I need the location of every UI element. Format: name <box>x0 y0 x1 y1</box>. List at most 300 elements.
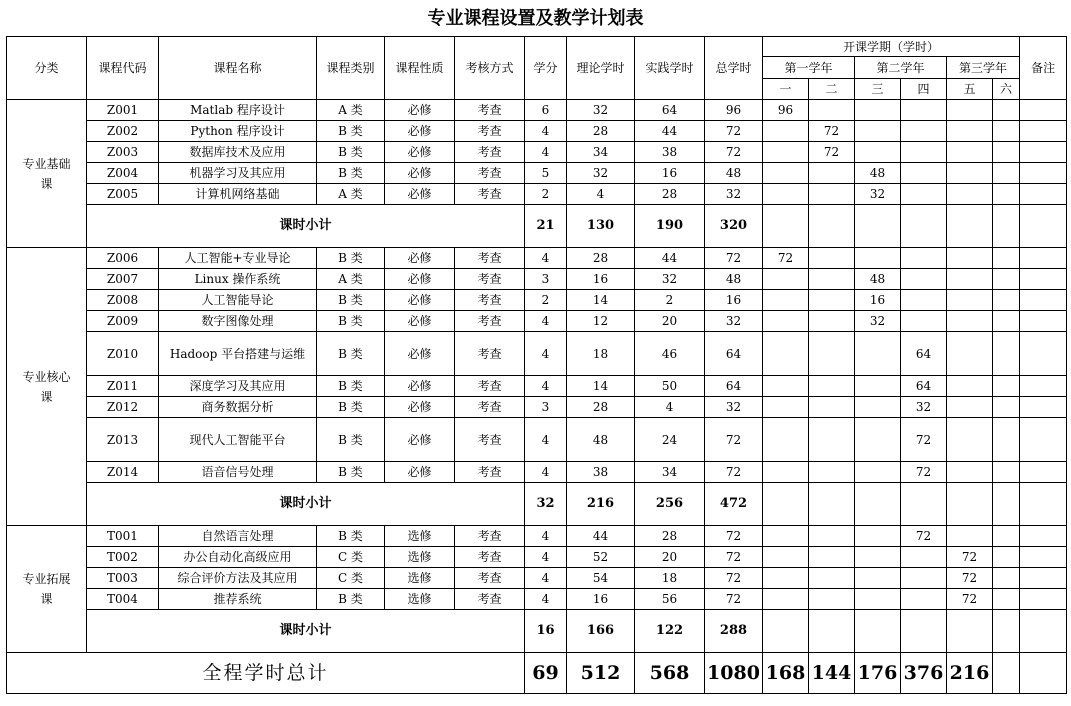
subtotal-row <box>7 205 1067 248</box>
cell-sem-4 <box>901 248 947 269</box>
header-sem-3: 三 <box>855 79 901 100</box>
header-sem-2: 二 <box>809 79 855 100</box>
cell-sem-5 <box>947 526 993 547</box>
cell-sem-4: 64 <box>901 376 947 397</box>
cell-sem-4 <box>901 163 947 184</box>
cell-sem-2 <box>809 290 855 311</box>
cell-theory: 28 <box>567 397 635 418</box>
subtotal-empty <box>947 483 993 526</box>
grand-total-remark <box>1020 653 1067 694</box>
cell-sem-3 <box>855 462 901 483</box>
subtotal-credit: 21 <box>525 205 567 248</box>
cell-sem-6 <box>993 376 1020 397</box>
cell-code: Z001 <box>87 100 159 121</box>
subtotal-label: 课时小计 <box>87 610 525 653</box>
cell-sem-5 <box>947 418 993 462</box>
cell-code: Z010 <box>87 332 159 376</box>
header-year2: 第二学年 <box>855 57 947 79</box>
table-row <box>7 269 1067 290</box>
cell-nature: 必修 <box>385 290 455 311</box>
cell-credit: 3 <box>525 269 567 290</box>
header-category: 分类 <box>7 37 87 100</box>
subtotal-credit: 32 <box>525 483 567 526</box>
cell-credit: 4 <box>525 568 567 589</box>
cell-sem-6 <box>993 311 1020 332</box>
header-remark: 备注 <box>1020 37 1067 100</box>
cell-practice: 24 <box>635 418 705 462</box>
cell-credit: 4 <box>525 376 567 397</box>
table-row <box>7 121 1067 142</box>
cell-practice: 44 <box>635 121 705 142</box>
cell-name: 商务数据分析 <box>159 397 317 418</box>
header-year1: 第一学年 <box>763 57 855 79</box>
grand-total-theory: 512 <box>567 653 635 694</box>
cell-sem-5 <box>947 269 993 290</box>
cell-name: Linux 操作系统 <box>159 269 317 290</box>
cell-total: 72 <box>705 418 763 462</box>
cell-sem-3: 16 <box>855 290 901 311</box>
cell-sem-2: 72 <box>809 121 855 142</box>
cell-sem-4 <box>901 290 947 311</box>
cell-sem-6 <box>993 142 1020 163</box>
cell-nature: 必修 <box>385 418 455 462</box>
cell-sem-1 <box>763 526 809 547</box>
subtotal-empty <box>901 483 947 526</box>
table-row <box>7 100 1067 121</box>
cell-remark <box>1020 163 1067 184</box>
subtotal-empty <box>1020 205 1067 248</box>
cell-theory: 54 <box>567 568 635 589</box>
cell-theory: 32 <box>567 163 635 184</box>
cell-type: B 类 <box>317 462 385 483</box>
subtotal-empty <box>901 205 947 248</box>
cell-sem-1 <box>763 589 809 610</box>
cell-sem-4 <box>901 568 947 589</box>
cell-credit: 6 <box>525 100 567 121</box>
cell-practice: 46 <box>635 332 705 376</box>
header-sem-1: 一 <box>763 79 809 100</box>
header-theory: 理论学时 <box>567 37 635 100</box>
curriculum-table <box>6 36 1067 694</box>
grand-total-sem-3: 176 <box>855 653 901 694</box>
cell-practice: 4 <box>635 397 705 418</box>
header-total: 总学时 <box>705 37 763 100</box>
cell-practice: 64 <box>635 100 705 121</box>
subtotal-practice: 190 <box>635 205 705 248</box>
grand-total-total: 1080 <box>705 653 763 694</box>
cell-assess: 考查 <box>455 376 525 397</box>
cell-code: Z007 <box>87 269 159 290</box>
cell-total: 72 <box>705 248 763 269</box>
cell-nature: 选修 <box>385 526 455 547</box>
subtotal-empty <box>809 610 855 653</box>
cell-sem-1 <box>763 311 809 332</box>
cell-sem-5 <box>947 462 993 483</box>
cell-sem-3: 48 <box>855 163 901 184</box>
subtotal-empty <box>855 483 901 526</box>
cell-code: Z002 <box>87 121 159 142</box>
cell-sem-2 <box>809 332 855 376</box>
cell-assess: 考查 <box>455 547 525 568</box>
cell-credit: 4 <box>525 311 567 332</box>
cell-sem-4: 64 <box>901 332 947 376</box>
cell-remark <box>1020 418 1067 462</box>
cell-sem-4: 72 <box>901 526 947 547</box>
header-sem-4: 四 <box>901 79 947 100</box>
cell-sem-3: 32 <box>855 311 901 332</box>
grand-total-row <box>7 653 1067 694</box>
header-code: 课程代码 <box>87 37 159 100</box>
table-row <box>7 418 1067 462</box>
cell-sem-3 <box>855 547 901 568</box>
cell-sem-5 <box>947 163 993 184</box>
cell-remark <box>1020 269 1067 290</box>
cell-type: A 类 <box>317 100 385 121</box>
header-credit: 学分 <box>525 37 567 100</box>
cell-remark <box>1020 526 1067 547</box>
header-name: 课程名称 <box>159 37 317 100</box>
subtotal-label: 课时小计 <box>87 483 525 526</box>
cell-type: B 类 <box>317 376 385 397</box>
cell-theory: 38 <box>567 462 635 483</box>
cell-theory: 28 <box>567 248 635 269</box>
subtotal-empty <box>763 483 809 526</box>
cell-sem-1 <box>763 184 809 205</box>
cell-theory: 28 <box>567 121 635 142</box>
header-sem-6: 六 <box>993 79 1020 100</box>
cell-type: B 类 <box>317 163 385 184</box>
cell-code: Z009 <box>87 311 159 332</box>
cell-practice: 20 <box>635 311 705 332</box>
cell-code: T001 <box>87 526 159 547</box>
grand-total-sem-5: 216 <box>947 653 993 694</box>
grand-total-practice: 568 <box>635 653 705 694</box>
cell-sem-1 <box>763 568 809 589</box>
table-row <box>7 568 1067 589</box>
page-title: 专业课程设置及教学计划表 <box>427 8 644 29</box>
cell-sem-6 <box>993 397 1020 418</box>
cell-sem-5 <box>947 248 993 269</box>
cell-type: B 类 <box>317 248 385 269</box>
cell-sem-2 <box>809 589 855 610</box>
cell-sem-2 <box>809 163 855 184</box>
header-practice: 实践学时 <box>635 37 705 100</box>
cell-code: T004 <box>87 589 159 610</box>
cell-total: 72 <box>705 462 763 483</box>
cell-sem-2 <box>809 269 855 290</box>
cell-assess: 考查 <box>455 248 525 269</box>
cell-name: 自然语言处理 <box>159 526 317 547</box>
cell-code: Z006 <box>87 248 159 269</box>
subtotal-credit: 16 <box>525 610 567 653</box>
cell-type: B 类 <box>317 526 385 547</box>
subtotal-empty <box>1020 610 1067 653</box>
cell-name: Python 程序设计 <box>159 121 317 142</box>
cell-credit: 4 <box>525 121 567 142</box>
cell-credit: 5 <box>525 163 567 184</box>
cell-remark <box>1020 100 1067 121</box>
cell-practice: 20 <box>635 547 705 568</box>
grand-total-label: 全程学时总计 <box>7 653 525 694</box>
cell-total: 48 <box>705 269 763 290</box>
cell-sem-5 <box>947 397 993 418</box>
subtotal-empty <box>947 610 993 653</box>
cell-total: 48 <box>705 163 763 184</box>
cell-sem-1 <box>763 462 809 483</box>
cell-sem-4 <box>901 311 947 332</box>
cell-credit: 4 <box>525 248 567 269</box>
cell-nature: 必修 <box>385 462 455 483</box>
cell-sem-3: 48 <box>855 269 901 290</box>
cell-sem-6 <box>993 269 1020 290</box>
cell-type: A 类 <box>317 184 385 205</box>
cell-theory: 34 <box>567 142 635 163</box>
subtotal-label: 课时小计 <box>87 205 525 248</box>
cell-sem-3 <box>855 376 901 397</box>
table-body <box>7 100 1067 694</box>
cell-sem-6 <box>993 184 1020 205</box>
cell-code: T003 <box>87 568 159 589</box>
cell-theory: 14 <box>567 290 635 311</box>
subtotal-empty <box>763 205 809 248</box>
cell-sem-4 <box>901 184 947 205</box>
cell-assess: 考查 <box>455 397 525 418</box>
cell-sem-2 <box>809 418 855 462</box>
category-cell: 专业核心课 <box>7 248 87 526</box>
cell-type: A 类 <box>317 269 385 290</box>
cell-credit: 4 <box>525 547 567 568</box>
cell-sem-1 <box>763 163 809 184</box>
cell-assess: 考查 <box>455 142 525 163</box>
cell-sem-6 <box>993 163 1020 184</box>
cell-nature: 选修 <box>385 589 455 610</box>
table-row <box>7 589 1067 610</box>
cell-type: B 类 <box>317 311 385 332</box>
cell-name: 机器学习及其应用 <box>159 163 317 184</box>
cell-nature: 必修 <box>385 332 455 376</box>
cell-total: 16 <box>705 290 763 311</box>
cell-sem-4: 32 <box>901 397 947 418</box>
cell-theory: 32 <box>567 100 635 121</box>
cell-sem-5 <box>947 376 993 397</box>
cell-code: T002 <box>87 547 159 568</box>
table-row <box>7 332 1067 376</box>
cell-sem-1: 96 <box>763 100 809 121</box>
cell-sem-6 <box>993 121 1020 142</box>
cell-type: C 类 <box>317 547 385 568</box>
cell-code: Z011 <box>87 376 159 397</box>
cell-sem-6 <box>993 100 1020 121</box>
cell-type: B 类 <box>317 290 385 311</box>
cell-theory: 14 <box>567 376 635 397</box>
cell-sem-2 <box>809 568 855 589</box>
cell-practice: 34 <box>635 462 705 483</box>
cell-total: 72 <box>705 142 763 163</box>
cell-theory: 12 <box>567 311 635 332</box>
cell-sem-5 <box>947 142 993 163</box>
cell-sem-4 <box>901 100 947 121</box>
cell-sem-6 <box>993 526 1020 547</box>
cell-code: Z003 <box>87 142 159 163</box>
cell-code: Z013 <box>87 418 159 462</box>
cell-sem-1 <box>763 290 809 311</box>
cell-sem-4: 72 <box>901 462 947 483</box>
cell-sem-2 <box>809 397 855 418</box>
cell-sem-2 <box>809 376 855 397</box>
cell-remark <box>1020 397 1067 418</box>
cell-sem-1 <box>763 376 809 397</box>
cell-sem-2 <box>809 184 855 205</box>
cell-sem-5 <box>947 311 993 332</box>
cell-code: Z014 <box>87 462 159 483</box>
cell-name: 办公自动化高级应用 <box>159 547 317 568</box>
subtotal-practice: 256 <box>635 483 705 526</box>
cell-sem-4 <box>901 142 947 163</box>
cell-practice: 38 <box>635 142 705 163</box>
cell-nature: 选修 <box>385 547 455 568</box>
cell-theory: 16 <box>567 589 635 610</box>
subtotal-theory: 130 <box>567 205 635 248</box>
table-row <box>7 142 1067 163</box>
cell-sem-6 <box>993 462 1020 483</box>
cell-type: C 类 <box>317 568 385 589</box>
cell-assess: 考查 <box>455 568 525 589</box>
cell-name: 现代人工智能平台 <box>159 418 317 462</box>
cell-credit: 4 <box>525 332 567 376</box>
cell-total: 32 <box>705 397 763 418</box>
cell-name: 综合评价方法及其应用 <box>159 568 317 589</box>
cell-practice: 50 <box>635 376 705 397</box>
cell-nature: 必修 <box>385 248 455 269</box>
cell-sem-4: 72 <box>901 418 947 462</box>
table-row <box>7 462 1067 483</box>
subtotal-empty <box>763 610 809 653</box>
cell-sem-6 <box>993 290 1020 311</box>
cell-nature: 必修 <box>385 100 455 121</box>
cell-nature: 选修 <box>385 568 455 589</box>
cell-code: Z004 <box>87 163 159 184</box>
cell-sem-2 <box>809 311 855 332</box>
cell-practice: 32 <box>635 269 705 290</box>
grand-total-sem-2: 144 <box>809 653 855 694</box>
cell-remark <box>1020 290 1067 311</box>
cell-nature: 必修 <box>385 142 455 163</box>
cell-practice: 44 <box>635 248 705 269</box>
cell-practice: 2 <box>635 290 705 311</box>
subtotal-empty <box>947 205 993 248</box>
subtotal-row <box>7 610 1067 653</box>
table-row <box>7 547 1067 568</box>
cell-total: 32 <box>705 311 763 332</box>
cell-sem-3 <box>855 397 901 418</box>
cell-name: 计算机网络基础 <box>159 184 317 205</box>
cell-code: Z008 <box>87 290 159 311</box>
table-row <box>7 184 1067 205</box>
cell-remark <box>1020 568 1067 589</box>
cell-total: 72 <box>705 547 763 568</box>
cell-total: 64 <box>705 332 763 376</box>
cell-name: 深度学习及其应用 <box>159 376 317 397</box>
cell-total: 72 <box>705 568 763 589</box>
cell-nature: 必修 <box>385 163 455 184</box>
cell-sem-4 <box>901 121 947 142</box>
cell-credit: 4 <box>525 142 567 163</box>
cell-sem-2 <box>809 248 855 269</box>
cell-practice: 18 <box>635 568 705 589</box>
cell-total: 72 <box>705 121 763 142</box>
cell-name: 数据库技术及应用 <box>159 142 317 163</box>
cell-sem-4 <box>901 547 947 568</box>
cell-remark <box>1020 248 1067 269</box>
cell-total: 72 <box>705 589 763 610</box>
header-semester-group: 开课学期（学时） <box>763 37 1020 57</box>
subtotal-empty <box>901 610 947 653</box>
cell-practice: 28 <box>635 526 705 547</box>
cell-sem-5: 72 <box>947 589 993 610</box>
cell-type: B 类 <box>317 397 385 418</box>
cell-credit: 4 <box>525 462 567 483</box>
cell-name: 数字图像处理 <box>159 311 317 332</box>
cell-remark <box>1020 547 1067 568</box>
table-row <box>7 290 1067 311</box>
cell-sem-1 <box>763 397 809 418</box>
cell-assess: 考查 <box>455 311 525 332</box>
subtotal-empty <box>993 483 1020 526</box>
header-assess: 考核方式 <box>455 37 525 100</box>
cell-remark <box>1020 184 1067 205</box>
cell-total: 96 <box>705 100 763 121</box>
cell-sem-2 <box>809 526 855 547</box>
cell-sem-6 <box>993 568 1020 589</box>
cell-sem-3: 32 <box>855 184 901 205</box>
cell-credit: 2 <box>525 290 567 311</box>
cell-credit: 3 <box>525 397 567 418</box>
cell-sem-5 <box>947 332 993 376</box>
cell-assess: 考查 <box>455 290 525 311</box>
category-cell: 专业基础课 <box>7 100 87 248</box>
cell-type: B 类 <box>317 142 385 163</box>
header-type: 课程类别 <box>317 37 385 100</box>
cell-nature: 必修 <box>385 121 455 142</box>
cell-assess: 考查 <box>455 462 525 483</box>
category-cell: 专业拓展课 <box>7 526 87 653</box>
cell-assess: 考查 <box>455 526 525 547</box>
subtotal-row <box>7 483 1067 526</box>
table-row <box>7 376 1067 397</box>
cell-sem-5: 72 <box>947 568 993 589</box>
cell-sem-1 <box>763 121 809 142</box>
cell-sem-2 <box>809 547 855 568</box>
cell-nature: 必修 <box>385 269 455 290</box>
cell-total: 64 <box>705 376 763 397</box>
cell-name: Matlab 程序设计 <box>159 100 317 121</box>
cell-name: Hadoop 平台搭建与运维 <box>159 332 317 376</box>
cell-theory: 16 <box>567 269 635 290</box>
cell-sem-6 <box>993 248 1020 269</box>
cell-type: B 类 <box>317 121 385 142</box>
cell-assess: 考查 <box>455 184 525 205</box>
cell-sem-5 <box>947 290 993 311</box>
cell-sem-3 <box>855 526 901 547</box>
cell-type: B 类 <box>317 418 385 462</box>
cell-sem-2: 72 <box>809 142 855 163</box>
table-row <box>7 248 1067 269</box>
cell-sem-1 <box>763 269 809 290</box>
subtotal-empty <box>809 483 855 526</box>
cell-remark <box>1020 589 1067 610</box>
cell-nature: 必修 <box>385 397 455 418</box>
subtotal-empty <box>809 205 855 248</box>
